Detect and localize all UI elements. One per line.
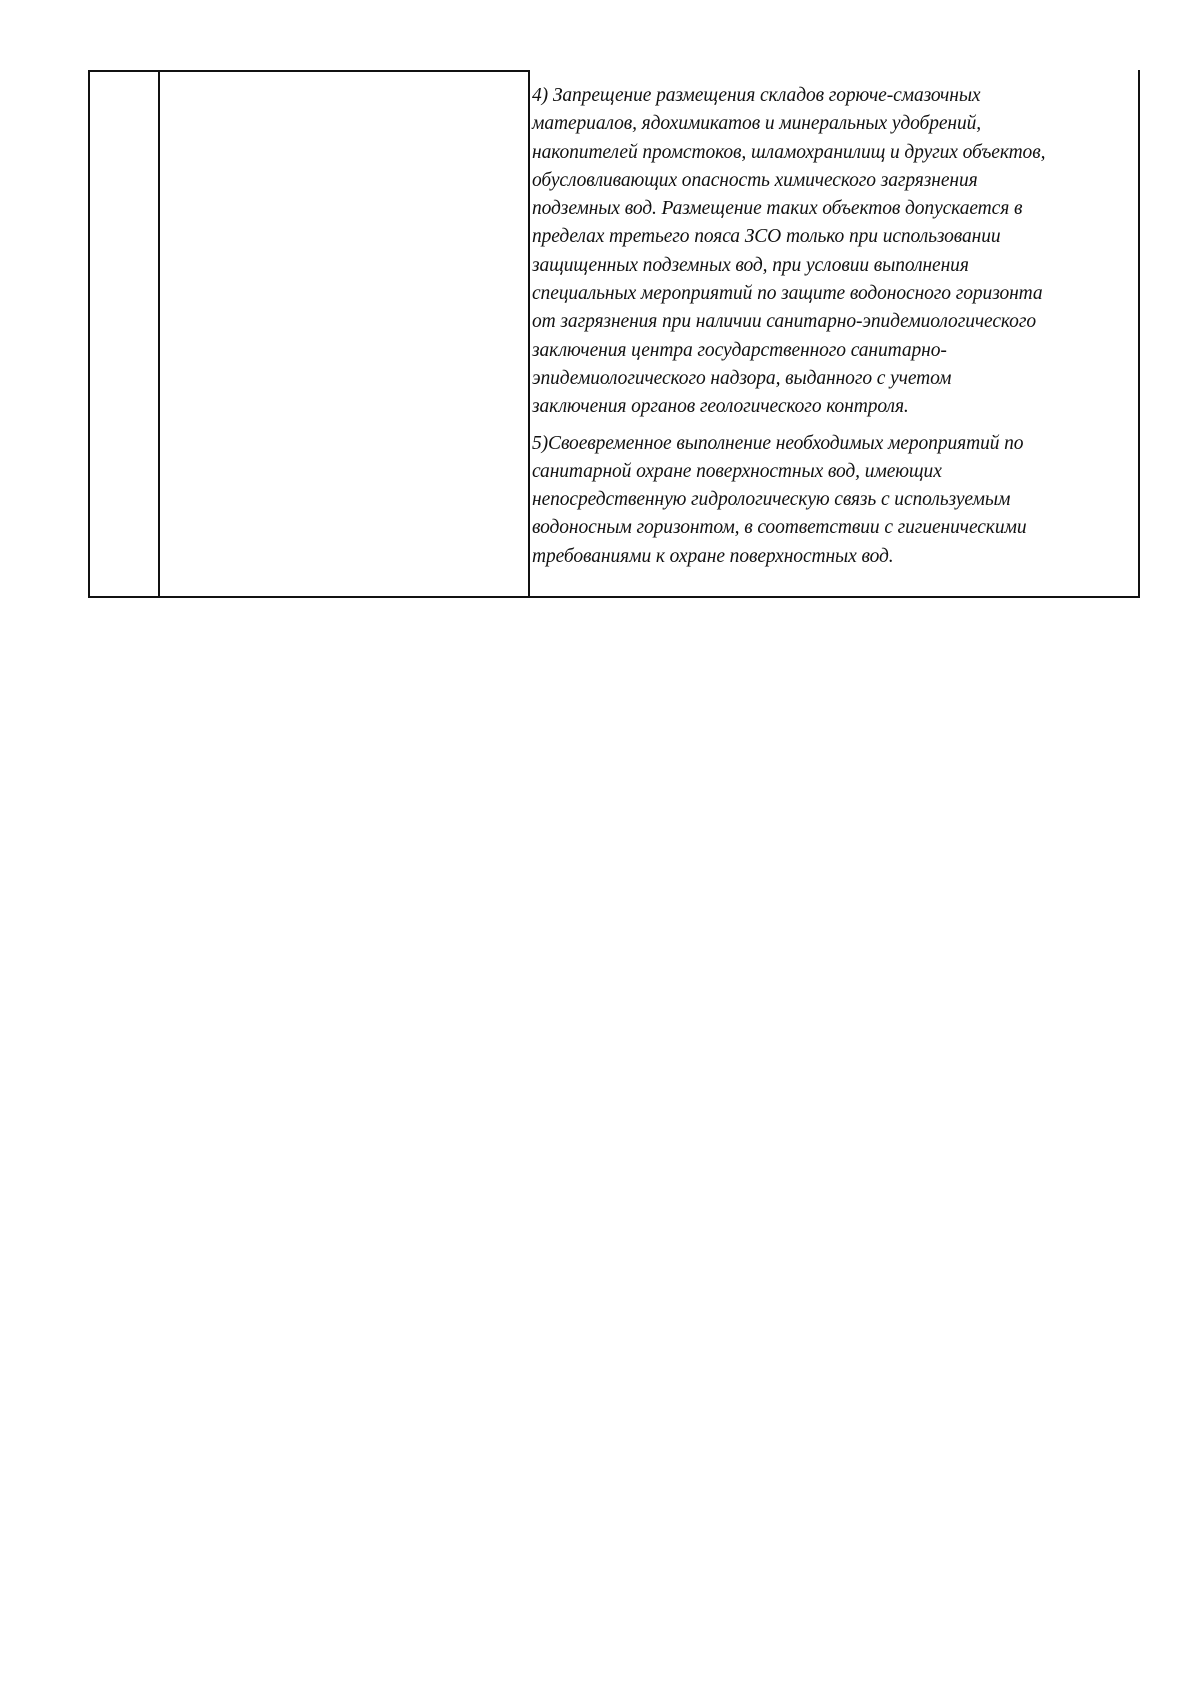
paragraph-item-5 bbox=[532, 430, 1132, 571]
text-line: заключения органов геологического контроля. bbox=[532, 396, 909, 418]
table-top-border bbox=[90, 70, 530, 72]
text-line: от загрязнения при наличии санитарно-эпидемиологического bbox=[532, 311, 1036, 333]
text-line: обусловливающих опасность химического загрязнения bbox=[532, 169, 978, 191]
text-line: эпидемиологического надзора, выданного с учетом bbox=[532, 367, 952, 389]
text-line: непосредственную гидрологическую связь с используемым bbox=[532, 489, 1011, 511]
text-line: заключения центра государственного санитарно- bbox=[532, 339, 947, 361]
text-line: материалов, ядохимикатов и минеральных удобрений, bbox=[532, 113, 982, 135]
text-line: накопителей промстоков, шламохранилищ и других объектов, bbox=[532, 141, 1046, 163]
text-line: специальных мероприятий по защите водоносного горизонта bbox=[532, 283, 1043, 305]
text-line: водоносным горизонтом, в соответствии с гигиеническими bbox=[532, 517, 1027, 539]
paragraph-item-4 bbox=[532, 82, 1132, 422]
table-column-divider-1 bbox=[158, 70, 160, 596]
table-column-divider-2 bbox=[528, 70, 530, 596]
text-line: 5)Своевременное выполнение необходимых мероприятий по bbox=[532, 432, 1024, 454]
text-line: пределах третьего пояса ЗСО только при использовании bbox=[532, 226, 1001, 248]
text-line: санитарной охране поверхностных вод, имеющих bbox=[532, 460, 942, 482]
table-cell-requirements bbox=[532, 82, 1132, 579]
text-line: подземных вод. Размещение таких объектов допускается в bbox=[532, 198, 1023, 220]
text-line: требованиями к охране поверхностных вод. bbox=[532, 545, 894, 567]
text-line: защищенных подземных вод, при условии выполнения bbox=[532, 254, 969, 276]
text-line: 4) Запрещение размещения складов горюче-смазочных bbox=[532, 85, 981, 106]
document-table bbox=[88, 70, 1140, 598]
